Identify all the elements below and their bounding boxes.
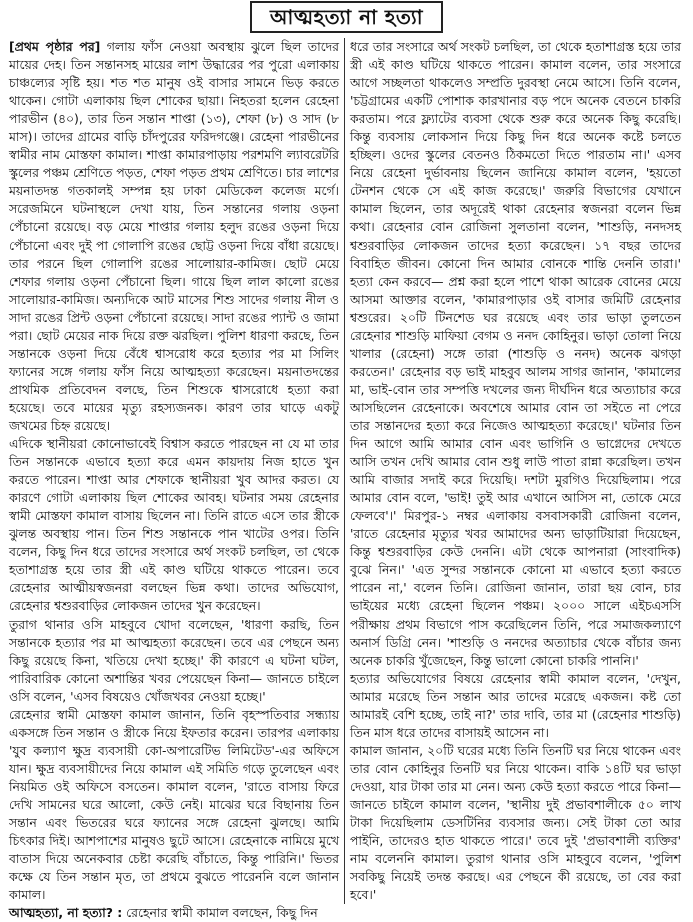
paragraph-4: রেহেনার স্বামী মোস্তফা কামাল জানান, তিনি বৃহস্পতিবার সন্ধ্যায় একসঙ্গে তিন সন্তান ও স্ত্রীকে নিয়ে ইফতার করেন। তারপর এলাকায় 'যুব কল্যাণ ক্ষুদ্র ব্যবসায়ী কো-অপারেটিভ লিমিটেড'-এর অফিসে যান। ক্ষুদ্র ব্যবসায়ীদের নিয়ে কামাল এই সমিতি গড়ে তুলেছেন এবং নিয়মিত ওই অফিসে বসতেন। কামাল বলেন, 'রাতে বাসায় ফিরে দেখি সামনের ঘরে আলো, কেউ নেই। মাঝের ঘরে বিছানায় তিন সন্তান এবং ভিতরের ঘরে ফ্যানের সঙ্গে রেহেনা ঝুলছে। আমি চিৎকার দিই। আশপাশের মানুষও ছুটে আসে। রেহেনাকে নামিয়ে মুখে বাতাস দিয়ে অনেকবার চেষ্টা করেছি বাঁচাতে, কিন্তু পারিনি।' ভিতর কক্ষে যে তিন সন্তান মৃত, তা প্রথমে বুঝতে পারেননি বলে জানান কামাল। xyxy=(9,706,339,903)
headline-area xyxy=(0,0,693,34)
paragraph-7: কামাল জানান, ২০টি ঘরের মধ্যে তিনি তিনটি ঘর নিয়ে থাকেন এবং তার বোন কোহিনুর তিনটি ঘর নিয়ে থাকেন। বাকি ১৪টি ঘর ভাড়া দেওয়া, যার টাকা তার মা নেন। অন্য কেউ হত্যা করতে পারে কিনা— জানতে চাইলে কামাল বলেন, 'স্থানীয় দুই প্রভাবশালীকে ৫০ লাখ টাকা দিয়েছিলাম ডেসটিনির ব্যবসার জন্য। সেই টাকা তো আর পাইনি, তাদেরও হাত থাকতে পারে।' তবে দুই 'প্রভাবশালী ব্যক্তির' নাম বলেননি কামাল। তুরাগ থানার ওসি মাহবুবে বলেন, 'পুলিশ সবকিছু নিয়েই তদন্ত করছে। এর পেছনে কী রয়েছে, তা বের করা হবে।' xyxy=(350,742,681,903)
paragraph-2: এদিকে স্থানীয়রা কোনোভাবেই বিশ্বাস করতে পারছেন না যে মা তার তিন সন্তানকে এভাবে হত্যা করে এমন কায়দায় নিজ হাতে খুন করতে পারেন। শাপ্তা আর শেফাকে স্থানীয়রা খুব আদর করত। যে কারণে গোটা এলাকায় ছিল শোকের আবহ। ঘটনার সময় রেহেনার স্বামী মোস্তফা কামাল বাসায় ছিলেন না। তিনি রাতে এসে তার স্ত্রীকে ঝুলন্ত অবস্থায় পান। তিন শিশু সন্তানকে পান খাটের ওপর। তিনি বলেন, কিছু দিন ধরে তাদের সংসারে অর্থ সংকট চলছিল, তা থেকে হতাশাগ্রস্ত হয়ে তার স্ত্রী এই কাণ্ড ঘটিয়ে থাকতে পারেন। তবে রেহেনার আত্মীয়স্বজনরা বলছেন ভিন্ন কথা। তাদের অভিযোগ, রেহেনার শ্বশুরবাড়ির লোকজন তাদের খুন করেছেন। xyxy=(9,436,339,614)
right-column xyxy=(345,38,686,904)
left-column xyxy=(4,38,345,921)
paragraph-1-text: গলায় ফাঁস নেওয়া অবস্থায় ঝুলে ছিল তাদের মায়ের দেহ। তিন সন্তানসহ মায়ের লাশ উদ্ধারের পর পুরো এলাকায় চাঞ্চল্যের সৃষ্টি হয়। শত শত মানুষ ওই বাসার সামনে ভিড় করতে থাকেন। গোটা এলাকায় ছিল শোকের ছায়া। নিহতরা হলেন রেহেনা পারভীন (৪০), তার তিন সন্তান শাপ্তা (১৩), শেফা (৮) ও সাদ (৮ মাস)। তাদের গ্রামের বাড়ি চাঁদপুরের ফরিদগঞ্জে। রেহেনা পারভীনের স্বামীর নাম মোস্তফা কামাল। শাপ্তা কামারপাড়ায় পরশমণি ল্যাবরেটরি স্কুলের পঞ্চম শ্রেণিতে পড়ত, শেফা পড়ত প্রথম শ্রেণিতে। চার লাশের ময়নাতদন্ত গতকালই সম্পন্ন হয় ঢাকা মেডিকেল কলেজ মর্গে। সরেজমিনে ঘটনাস্থলে দেখা যায়, তিন সন্তানের গলায় ওড়না পেঁচানো রয়েছে। বড় মেয়ে শাপ্তার গলায় হলুদ রঙের ওড়না দিয়ে পেঁচানো এবং দুই পা গোলাপি রঙের ছোট্ট ওড়না দিয়ে বাঁধা রয়েছে। তার পরনে ছিল গোলাপি রঙের সালোয়ার-কামিজ। ছোট মেয়ে শেফার গলায় ওড়না পেঁচানো ছিল। গায়ে ছিল লাল কালো রঙের সালোয়ার-কামিজ। অন্যদিকে আট মাসের শিশু সাদের গলায় নীল ও সাদা রঙের প্রিন্ট ওড়না পেঁচানো রয়েছে। সাদা রঙের প্যান্ট ও জামা পরা। ছোট মেয়ের নাক দিয়ে রক্ত ঝরছিল। পুলিশ ধারণা করছে, তিন সন্তানকে ওড়না দিয়ে বেঁধে শ্বাসরোধ করে হত্যার পর মা সিলিং ফ্যানের সঙ্গে গলায় ফাঁস নিয়ে আত্মহত্যা করেছেন। ময়নাতদন্তের প্রাথমিক প্রতিবেদন বলছে, তিন শিশুকে শ্বাসরোধে হত্যা করা হয়েছে। তবে মায়ের মৃত্যু রহস্যজনক। কারণ তার ঘাড়ে একটু জখমের চিহ্ন রয়েছে। xyxy=(9,39,339,433)
subheading: আত্মহত্যা, না হত্যা? : xyxy=(9,905,123,921)
paragraph-1 xyxy=(9,38,339,435)
paragraph-5: ধরে তার সংসারে অর্থ সংকট চলছিল, তা থেকে হতাশাগ্রস্ত হয়ে তার স্ত্রী এই কাণ্ড ঘটিয়ে থাকতে পারেন। কামাল বলেন, তার সংসারে আগে সচ্ছলতা থাকলেও সম্প্রতি দুরবস্থা নেমে আসে। তিনি বলেন, 'চট্টগ্রামের একটি পোশাক কারখানার বড় পদে অনেক বেতনে চাকরি করতাম। পরে ফ্ল্যাটের ব্যবসা থেকে শুরু করে অনেক কিছু করেছি। কিন্তু ব্যবসায় লোকসান দিয়ে কিছু দিন ধরে অনেক কষ্টে চলতে হচ্ছিল। ওদের স্কুলের বেতনও ঠিকমতো দিতে পারতাম না।' এসব নিয়ে রেহেনা দুর্ভাবনায় ছিলেন জানিয়ে কামাল বলেন, 'হয়তো টেনশন থেকে সে এই কাজ করেছে।' জরুরি বিভাগের যেখানে কামাল ছিলেন, তার অদূরেই থাকা রেহেনার স্বজনরা বলেন ভিন্ন কথা। রেহেনার বোন রোজিনা সুলতানা বলেন, 'শাশুড়ি, ননদসহ শ্বশুরবাড়ির লোকজন তাদের হত্যা করেছেন। ১৭ বছর তাদের বিবাহিত জীবন। কোনো দিন আমার বোনকে শান্তি দেননি তারা।' হত্যা কেন করবে— প্রশ্ন করা হলে পাশে থাকা আরেক বোনের মেয়ে আসমা আক্তার বলেন, 'কামারপাড়ার ওই বাসার জমিটি রেহেনার শ্বশুরের। ২০টি টিনশেড ঘর রয়েছে এবং তার ভাড়া তুলতেন রেহেনার শাশুড়ি মাফিয়া বেগম ও ননদ কোহিনুর। ভাড়া তোলা নিয়ে খালার (রেহেনা) সঙ্গে তারা (শাশুড়ি ও ননদ) অনেক ঝগড়া করতেন।' রেহেনার বড় ভাই মাহবুব আলম সাগর জানান, 'কামালের মা, ভাই-বোন তার সম্পত্তি দখলের জন্য দীর্ঘদিন ধরে অত্যাচার করে আসছিলেন রেহেনাকে। অবশেষে আমার বোন তা সইতে না পেরে তার সন্তানদের হত্যা করে নিজেও আত্মহত্যা করেছে।' ঘটনার তিন দিন আগে আমি আমার বোন এবং ভাগিনি ও ভাগ্নেদের দেখতে আসি তখন দেখি আমার বোন শুধু লাউ পাতা রান্না করেছিল। তখন আমি বাজার সদাই করে দিয়েছি। দশটা মুরগিও দিয়েছিলাম। পরে আমার বোন বলে, 'ভাই! তুই আর এখানে আসিস না, তোকে মেরে ফেলবে'।' মিরপুর-১ নম্বর এলাকায় বসবাসকারী রোজিনা বলেন, 'রাতে রেহেনার মৃত্যুর খবর আমাদের অন্য ভাড়াটিয়ারা দিয়েছেন, কিন্তু শ্বশুরবাড়ির কেউ দেননি। এটা থেকে আপনারা (সাংবাদিক) বুঝে নিন।' 'এত সুন্দর সন্তানকে কোনো মা এভাবে হত্যা করতে পারেন না,' বলেন তিনি। রোজিনা জানান, তারা ছয় বোন, চার ভাইয়ের মধ্যে রেহেনা ছিলেন পঞ্চম। ২০০০ সালে এইচএসসি পরীক্ষায় প্রথম বিভাগে পাস করেছিলেন তিনি, পরে সমাজকল্যাণে অনার্স ডিগ্রি নেন। 'শাশুড়ি ও ননদের অত্যাচার থেকে বাঁচার জন্য অনেক চাকরি খুঁজেছেন, কিন্তু ভালো কোনো চাকরি পাননি।' xyxy=(350,39,681,668)
paragraph-3: তুরাগ থানার ওসি মাহবুবে খোদা বলেছেন, 'ধারণা করছি, তিন সন্তানকে হত্যার পর মা আত্মহত্যা করেছেন। তবে এর পেছনে অন্য কিছু রয়েছে কিনা, খতিয়ে দেখা হচ্ছে।' কী কারণে এ ঘটনা ঘটল, পারিবারিক কোনো অশান্তির খবর পেয়েছেন কিনা— জানতে চাইলে ওসি বলেন, 'এসব বিষয়েও খোঁজখবর নেওয়া হচ্ছে।' xyxy=(9,616,339,704)
continuation-lead: [প্রথম পৃষ্ঠার পর] xyxy=(9,39,101,54)
headline: আত্মহত্যা না হত্যা xyxy=(250,1,443,33)
subheading-paragraph xyxy=(9,904,339,922)
article-columns xyxy=(4,38,690,921)
paragraph-6: হত্যার অভিযোগের বিষয়ে রেহেনার স্বামী কামাল বলেন, 'দেখুন, আমার মরেছে তিন সন্তান আর তাদের মরেছে একজন। কষ্ট তো আমারই বেশি হচ্ছে, তাই না?' তার দাবি, তার মা (রেহেনার শাশুড়ি) তিন মাস ধরে তাদের বাসায়ই আসেন না। xyxy=(350,670,681,740)
subheading-text: রেহেনার স্বামী কামাল বলছেন, কিছু দিন xyxy=(126,905,318,921)
